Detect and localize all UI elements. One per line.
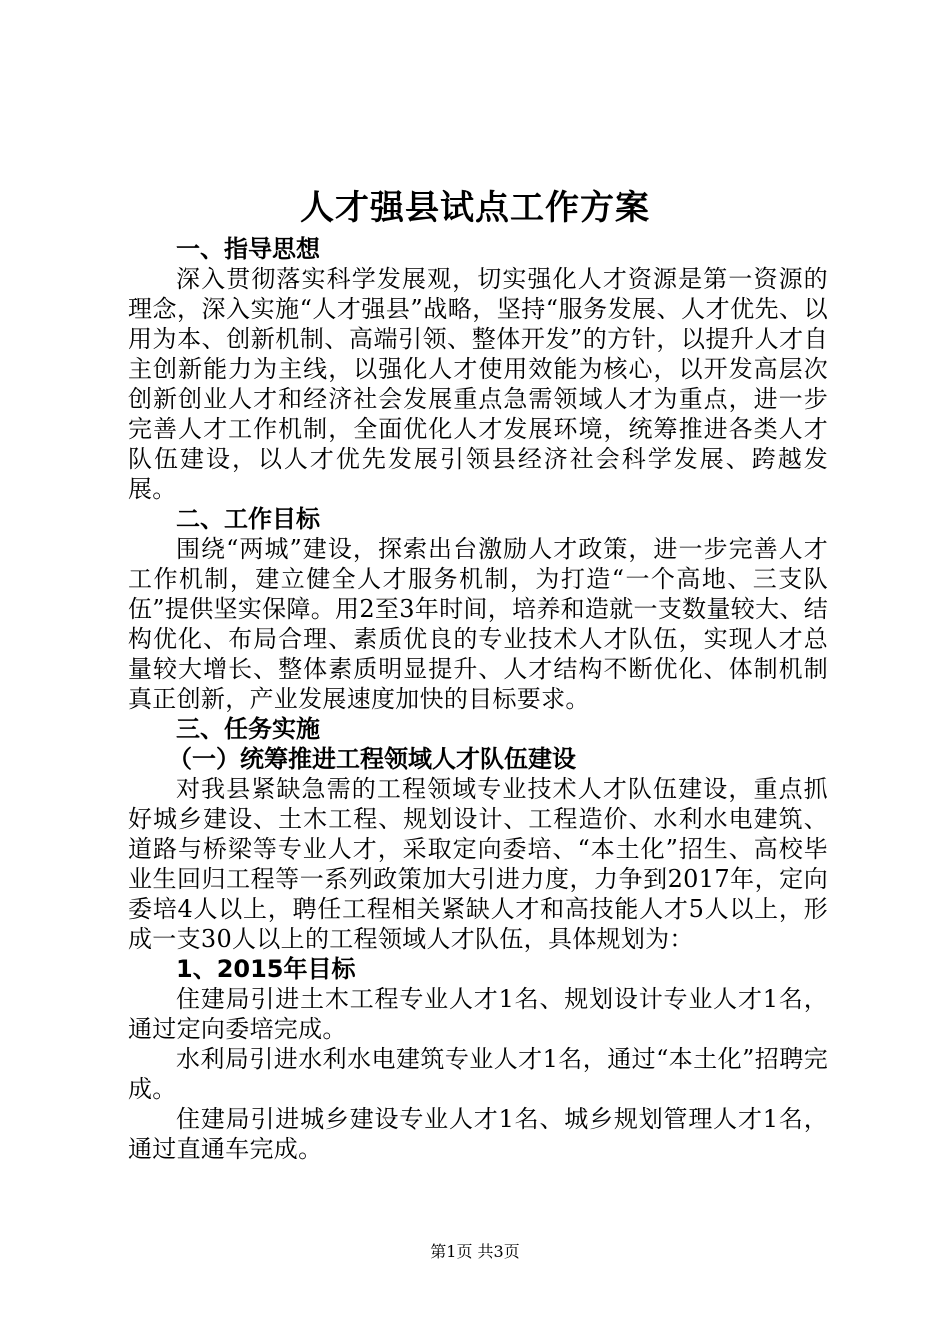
section-paragraph: 深入贯彻落实科学发展观，切实强化人才资源是第一资源的理念，深入实施“人才强县”战略，坚持“服务发展、人才优先、以用为本、创新机制、高端引领、整体开发”的方针，以提升人才自主创新能力为主线，以强化人才使用效能为核心，以开发高层次创新创业人才和经济社会发展重点急需领域人才为重点，进一步完善人才工作机制，全面优化人才发展环境，统筹推进各类人才队伍建设，以人才优先发展引领县经济社会科学发展、跨越发展。 <box>128 265 828 503</box>
section-heading-work-goals: 二、工作目标 <box>176 505 320 533</box>
section-paragraph: 围绕“两城”建设，探索出台激励人才政策，进一步完善人才工作机制，建立健全人才服务机制，为打造“一个高地、三支队伍”提供坚实保障。用2至3年时间，培养和造就一支数量较大、结构优化、布局合理、素质优良的专业技术人才队伍，实现人才总量较大增长、整体素质明显提升、人才结构不断优化、体制机制真正创新，产业发展速度加快的目标要求。 <box>128 535 828 713</box>
item-paragraph: 住建局引进城乡建设专业人才1名、城乡规划管理人才1名，通过直通车完成。 <box>128 1105 828 1163</box>
section-paragraph: 对我县紧缺急需的工程领域专业技术人才队伍建设，重点抓好城乡建设、土木工程、规划设计、工程造价、水利水电建筑、道路与桥梁等专业人才，采取定向委培、“本土化”招生、高校毕业生回归工程等一系列政策加大引进力度，力争到2017年，定向委培4人以上，聘任工程相关紧缺人才和高技能人才5人以上，形成一支30人以上的工程领域人才队伍，具体规划为： <box>128 775 828 953</box>
subsection-heading: （一）统筹推进工程领域人才队伍建设 <box>168 745 576 773</box>
page-footer: 第1页 共3页 <box>430 1242 520 1261</box>
item-heading: 1、2015年目标 <box>176 955 356 983</box>
item-paragraph: 住建局引进土木工程专业人才1名、规划设计专业人才1名，通过定向委培完成。 <box>128 985 828 1043</box>
section-heading-task-implementation: 三、任务实施 <box>176 715 320 743</box>
section-heading-guiding-ideology: 一、指导思想 <box>176 235 320 263</box>
document-title: 人才强县试点工作方案 <box>300 188 650 228</box>
item-paragraph: 水利局引进水利水电建筑专业人才1名，通过“本土化”招聘完成。 <box>128 1045 828 1103</box>
document-body <box>128 234 828 1164</box>
